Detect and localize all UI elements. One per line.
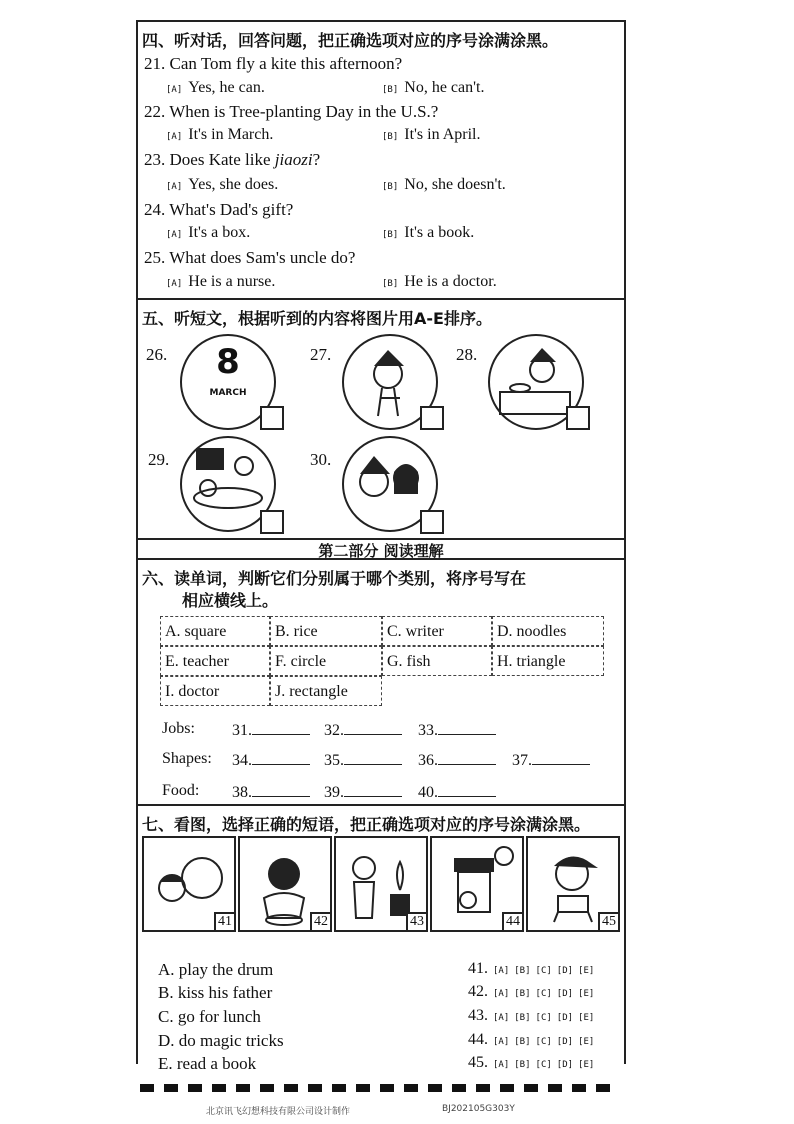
option-25-b[interactable]: [B] He is a doctor. xyxy=(382,273,497,290)
blank-40[interactable]: 40. xyxy=(418,782,496,802)
part-2-title-bar xyxy=(138,538,624,560)
footer-code: BJ202105G303Y xyxy=(442,1104,515,1114)
item-29-number: 29. xyxy=(148,450,170,469)
option-24-a[interactable]: [A] It's a box. xyxy=(166,224,251,241)
item-27-number: 27. xyxy=(310,345,332,364)
picture-44: 44 xyxy=(430,836,524,932)
word-b: B. rice xyxy=(270,616,382,646)
answer-row-43[interactable]: 43. [A] [B] [C] [D] [E] xyxy=(468,1007,595,1024)
question-24: 24. What's Dad's gift? xyxy=(144,200,294,219)
calendar-day: 8 xyxy=(216,342,240,382)
word-h: H. triangle xyxy=(492,646,604,676)
item-26-number: 26. xyxy=(146,345,168,364)
section-listening-ordering xyxy=(138,298,624,540)
option-24-b[interactable]: [B] It's a book. xyxy=(382,224,475,241)
word-e: E. teacher xyxy=(160,646,270,676)
blank-35[interactable]: 35. xyxy=(324,750,402,770)
picture-43: 43 xyxy=(334,836,428,932)
word-i: I. doctor xyxy=(160,676,270,706)
word-j: J. rectangle xyxy=(270,676,382,706)
answer-box-27[interactable] xyxy=(420,406,444,430)
blank-38[interactable]: 38. xyxy=(232,782,310,802)
answer-row-42[interactable]: 42. [A] [B] [C] [D] [E] xyxy=(468,983,595,1000)
answer-box-30[interactable] xyxy=(420,510,444,534)
footer-publisher: 北京讯飞幻想科技有限公司设计制作 xyxy=(206,1107,351,1117)
part-2-title: 第二部分 阅读理解 xyxy=(318,542,444,560)
answer-row-44[interactable]: 44. [A] [B] [C] [D] [E] xyxy=(468,1031,595,1048)
picture-45: 45 xyxy=(526,836,620,932)
question-21: 21. Can Tom fly a kite this afternoon? xyxy=(144,54,403,73)
word-f: F. circle xyxy=(270,646,382,676)
word-g: G. fish xyxy=(382,646,492,676)
answer-sheet xyxy=(136,20,626,1073)
shapes-label: Shapes: xyxy=(162,750,212,767)
section-6-header-line-1: 六、读单词，判断它们分别属于哪个类别，将序号写在 xyxy=(142,569,527,588)
answer-row-45[interactable]: 45. [A] [B] [C] [D] [E] xyxy=(468,1054,595,1071)
blank-37[interactable]: 37. xyxy=(512,750,590,770)
section-word-classification xyxy=(138,558,624,806)
answer-box-26[interactable] xyxy=(260,406,284,430)
question-25: 25. What does Sam's uncle do? xyxy=(144,248,356,267)
phrase-b: B. kiss his father xyxy=(158,983,273,1002)
word-d: D. noodles xyxy=(492,616,604,646)
phrase-e: E. read a book xyxy=(158,1054,257,1073)
word-c: C. writer xyxy=(382,616,492,646)
answer-box-28[interactable] xyxy=(566,406,590,430)
blank-39[interactable]: 39. xyxy=(324,782,402,802)
item-30-number: 30. xyxy=(310,450,332,469)
option-21-a[interactable]: [A] Yes, he can. xyxy=(166,79,265,96)
section-6-header-line-2: 相应横线上。 xyxy=(182,591,279,610)
answer-row-41[interactable]: 41. [A] [B] [C] [D] [E] xyxy=(468,960,595,977)
blank-32[interactable]: 32. xyxy=(324,720,402,740)
item-28-number: 28. xyxy=(456,345,478,364)
blank-34[interactable]: 34. xyxy=(232,750,310,770)
picture-strip xyxy=(142,836,620,932)
question-23: 23. Does Kate like jiaozi? xyxy=(144,150,321,169)
phrase-a: A. play the drum xyxy=(158,960,274,979)
calendar-month: MARCH xyxy=(209,388,247,398)
answer-box-29[interactable] xyxy=(260,510,284,534)
question-22: 22. When is Tree-planting Day in the U.S.? xyxy=(144,102,439,121)
section-5-header: 五、听短文，根据听到的内容将图片用A-E排序。 xyxy=(142,309,492,328)
option-22-b[interactable]: [B] It's in April. xyxy=(382,126,481,143)
section-listening-dialogue xyxy=(138,20,624,300)
option-22-a[interactable]: [A] It's in March. xyxy=(166,126,274,143)
food-label: Food: xyxy=(162,782,200,799)
timing-marks xyxy=(140,1084,616,1092)
jobs-label: Jobs: xyxy=(162,720,195,737)
option-23-a[interactable]: [A] Yes, she does. xyxy=(166,176,279,193)
option-21-b[interactable]: [B] No, he can't. xyxy=(382,79,485,96)
blank-36[interactable]: 36. xyxy=(418,750,496,770)
phrase-c: C. go for lunch xyxy=(158,1007,261,1026)
picture-42: 42 xyxy=(238,836,332,932)
blank-33[interactable]: 33. xyxy=(418,720,496,740)
blank-31[interactable]: 31. xyxy=(232,720,310,740)
option-23-b[interactable]: [B] No, she doesn't. xyxy=(382,176,506,193)
picture-41: 41 xyxy=(142,836,236,932)
phrase-d: D. do magic tricks xyxy=(158,1031,284,1050)
section-picture-phrases xyxy=(138,804,624,1073)
section-4-header: 四、听对话，回答问题，把正确选项对应的序号涂满涂黑。 xyxy=(142,31,559,50)
section-7-header: 七、看图，选择正确的短语，把正确选项对应的序号涂满涂黑。 xyxy=(142,815,591,834)
word-a: A. square xyxy=(160,616,270,646)
option-25-a[interactable]: [A] He is a nurse. xyxy=(166,273,276,290)
